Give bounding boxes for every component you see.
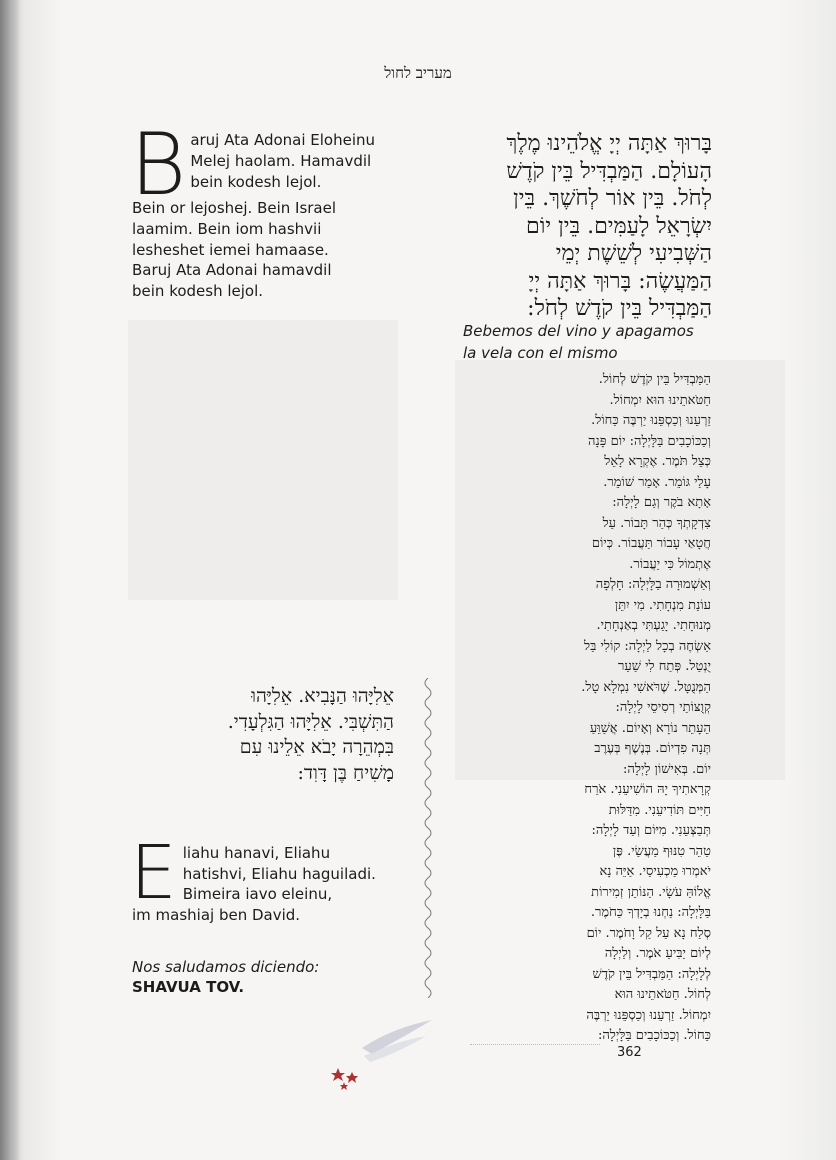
- poem-line: הַמַּבְדִּיל בֵּין קֹדֶשׁ לְחוֹל.: [598, 372, 711, 387]
- poem-line: לְיוֹם יַבִּיעַ אֹמֶר. וְלַיְלָה: [604, 946, 711, 961]
- closing-greeting: [132, 957, 392, 997]
- translit-line: Bein or lejoshej. Bein Israel: [132, 199, 337, 217]
- poem-line: עוֹנַת מִנְחָתִי. מִי יִתֵּן: [614, 597, 711, 613]
- hebrew-line: הָעוֹלָם. הַמַּבְדִּיל בֵּין קֹדֶשׁ: [506, 158, 712, 184]
- eliahu-transliteration: [130, 830, 412, 925]
- hebrew-line: אֵלִיָּהוּ הַנָּבִיא. אֵלִיָּהוּ: [251, 685, 394, 707]
- translit-line: Bimeira iavo eleinu,: [182, 885, 333, 903]
- poem-line: יוֹם. בְּאִישׁוֹן לָיְלָה:: [623, 761, 711, 777]
- hebrew-line: מָשִׁיחַ בֶּן דָּוִד:: [297, 761, 394, 784]
- instruction-line: la vela con el mismo: [463, 344, 618, 362]
- poem-line: בַּלָּיְלָה: נַחְנוּ בְיָדְךָ כַּחֹמֶר.: [590, 905, 711, 920]
- translit-line: im mashiaj ben David.: [132, 905, 301, 924]
- havdalah-hebrew: [470, 130, 712, 323]
- poem-line: וְכַכּוֹכָבִים בַּלָּיְלָה: יוֹם פָּנָה: [588, 433, 711, 449]
- hebrew-line: הַשְּׁבִיעִי לְשֵׁשֶׁת יְמֵי: [555, 241, 712, 266]
- poem-line: יֻנְטַל. פְּתַח לִי שַׁעַר: [618, 659, 711, 674]
- dropcap-e: E: [130, 830, 177, 916]
- poem-line: אָתָא בֹקֶר וְגַם לָיְלָה:: [612, 495, 711, 510]
- poem-line: כְּצֵל תֹּמֶר. אֶקְרָא לָאֵל: [604, 454, 711, 469]
- poem-line: הַמְּנֻטָּל. שֶׁרֹּאשִׁי נִמְלָא טָל.: [581, 679, 711, 695]
- poem-line: תְּנָה פִדְיוֹם. בְּנֶשֶׁף בְּעֶרֶב: [594, 741, 711, 756]
- poem-line: טַהֵר טִנּוּף מַעֲשַׂי. פֶּן: [612, 843, 711, 859]
- hebrew-line: הַמַּעֲשֶׂה: בָּרוּךְ אַתָּה יְיָ: [528, 268, 712, 294]
- poem-line: וְאַשְׁמוּרָה בַלָּיְלָה: חָלְפָה: [595, 577, 711, 592]
- page-title: מעריב לחול: [384, 64, 452, 82]
- poem-line: חַיִּים תּוֹדִיעֵנִי. מִדַּלּוּת: [608, 802, 711, 818]
- translit-line: bein kodesh lejol.: [190, 172, 322, 191]
- poem-line: עָלַי גּוֹמֵר. אָמַר שׁוֹמֵר.: [603, 474, 711, 490]
- page-number: 362: [617, 1045, 642, 1060]
- translit-line: Melej haolam. Hamavdil: [190, 151, 372, 170]
- poem-line: קְוֻצּוֹתַי רְסִיסֵי לָיְלָה:: [615, 700, 711, 715]
- poem-line: כַּחוֹל. וְכַכּוֹכָבִים בַּלָּיְלָה:: [597, 1028, 711, 1043]
- poem-line: סְלַח נָא עַל קַל וָחֹמֶר. יוֹם: [586, 925, 711, 941]
- translit-line: bein kodesh lejol.: [132, 282, 264, 301]
- poem-line: חֲטָאַי עָבוֹר תַּעֲבוֹר. כְּיוֹם: [591, 536, 711, 551]
- poem-line: חַטֹּאתֵינוּ הוּא יִמְחוֹל.: [609, 392, 711, 408]
- wavy-divider: [420, 678, 436, 998]
- poem-line: תְּבַצְּעֵנִי. מִיּוֹם וְעַד לָיְלָה:: [591, 823, 711, 838]
- poem-line: אֱלוֹהַּ עֹשָׂי. הַנּוֹתֵן זְמִירוֹת: [591, 884, 711, 900]
- poem-line: לְלָיְלָה: הַמַּבְדִּיל בֵּין קֹדֶשׁ: [592, 966, 711, 982]
- hebrew-line: בָּרוּךְ אַתָּה יְיָ אֱלֹהֵינוּ מֶלֶךְ: [506, 131, 712, 156]
- hamavdil-poem: [535, 370, 711, 1047]
- hebrew-line: בִּמְהֵרָה יָבֹא אֵלֵינוּ עִם: [239, 736, 394, 758]
- footer-rule: [470, 1044, 600, 1045]
- translit-line: Baruj Ata Adonai hamavdil: [132, 261, 332, 280]
- poem-line: יִמְחוֹל. זַרְעֵנוּ וְכַסְפֵּנוּ יַרְבֶּה: [586, 1007, 711, 1023]
- translit-line: laamim. Bein iom hashvii: [132, 219, 322, 238]
- hebrew-line: יִשְׂרָאֵל לָעַמִּים. בֵּין יוֹם: [525, 213, 712, 239]
- hebrew-line: הַתִּשְׁבִּי. אֵלִיָּהוּ הַגִּלְעָדִי.: [227, 710, 394, 733]
- poem-line: לְחוֹל. חַטֹּאתֵינוּ הוּא: [614, 987, 711, 1002]
- translit-line: hatishvi, Eliahu haguiladi.: [182, 864, 376, 883]
- moon-stars-icon: [322, 1018, 442, 1090]
- greeting-text: SHAVUA TOV.: [132, 978, 245, 996]
- hebrew-line: הַמַּבְדִּיל בֵּין קֹדֶשׁ לְחֹל:: [527, 296, 712, 321]
- poem-line: מְנוּחָתִי. יָגַעְתִּי בְאַנְחָתִי.: [596, 618, 711, 633]
- instruction-line: Bebemos del vino y apagamos: [463, 322, 694, 340]
- translit-line: liahu hanavi, Eliahu: [182, 844, 331, 862]
- poem-line: קְרָאתִיךָ יָהּ הוֹשִׁיעֵנִי. אֹרַח: [584, 782, 711, 797]
- greeting-instruction: Nos saludamos diciendo:: [132, 958, 320, 976]
- poem-line: יֹאמְרוּ מַכְעִיסַי. אַיֵּה נָא: [599, 864, 711, 879]
- wine-instruction: [463, 320, 723, 364]
- eliahu-hebrew: [140, 684, 394, 786]
- poem-line: הֵעָתֵר נוֹרָא וְאָיוֹם. אֲשַׁוֵּעַ: [589, 720, 711, 736]
- translit-line: lesheshet iemei hamaase.: [132, 240, 329, 259]
- poem-line: צִדְקָתְךָ כְּהַר תָּבוֹר. עַל: [602, 515, 711, 531]
- hebrew-line: לְחֹל. בֵּין אוֹר לְחֹשֶׁךְ. בֵּין: [513, 186, 712, 211]
- translit-line: aruj Ata Adonai Eloheinu: [190, 131, 376, 149]
- show-through-left: [128, 320, 398, 600]
- havdalah-transliteration: [130, 115, 402, 302]
- poem-line: אֶתְמוֹל כִּי יַעֲבוֹר.: [629, 556, 711, 572]
- poem-line: אַשְׂחֶה בְכָל לַיְלָה: קוֹלִי בַּל: [584, 638, 711, 654]
- dropcap-b: B: [130, 115, 187, 215]
- poem-line: זַרְעֵנוּ וְכַסְפֵּנוּ יַרְבֶּה כַּחוֹל.: [591, 413, 711, 428]
- book-binding-shadow: [0, 0, 20, 1160]
